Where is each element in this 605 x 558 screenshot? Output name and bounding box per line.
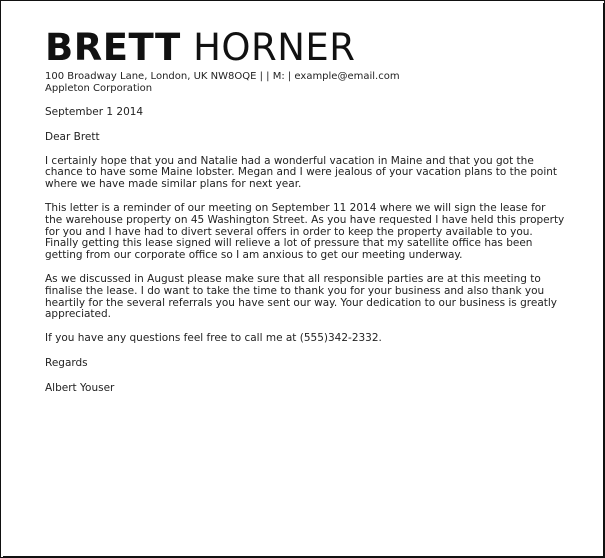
letter-closing: Regards [45, 356, 88, 369]
sender-first-name: BRETT [45, 26, 181, 69]
sender-last-name: HORNER [193, 26, 356, 69]
letter-paragraph-3: As we discussed in August please make sure that all responsible parties are at this meeting to finalise the lease. I do want to take the time to thank you for your business and also thank you heartily for the several referrals you have sent our way. Your dedication to our business is greatly appreciated. [45, 272, 558, 321]
letter-signer: Albert Youser [45, 381, 115, 394]
letter-salutation: Dear Brett [45, 130, 100, 143]
letter-content [45, 26, 565, 395]
letter-paragraph-2: This letter is a reminder of our meeting on September 11 2014 where we will sign the lease for the warehouse property on 45 Washington Street. As you have requested I have held this property for you and I have had to divert several offers in order to keep the property available to you. Finally getting this lease signed will relieve a lot of pressure that my satellite office has been getting from our corporate office so I am anxious to get our meeting underway. [45, 201, 565, 262]
letter-paragraph-4: If you have any questions feel free to call me at (555)342-2332. [45, 332, 382, 345]
sender-name [45, 26, 565, 70]
letter-paragraph-1: I certainly hope that you and Natalie had a wonderful vacation in Maine and that you got the chance to have some Maine lobster. Megan and I were jealous of your vacation plans to the point where we have made similar plans for next year. [45, 154, 558, 191]
sender-company: Appleton Corporation [45, 83, 153, 94]
sender-contact-line: 100 Broadway Lane, London, UK NW8OQE | | M: | example@email.com [45, 71, 400, 82]
letter-date: September 1 2014 [45, 106, 144, 118]
